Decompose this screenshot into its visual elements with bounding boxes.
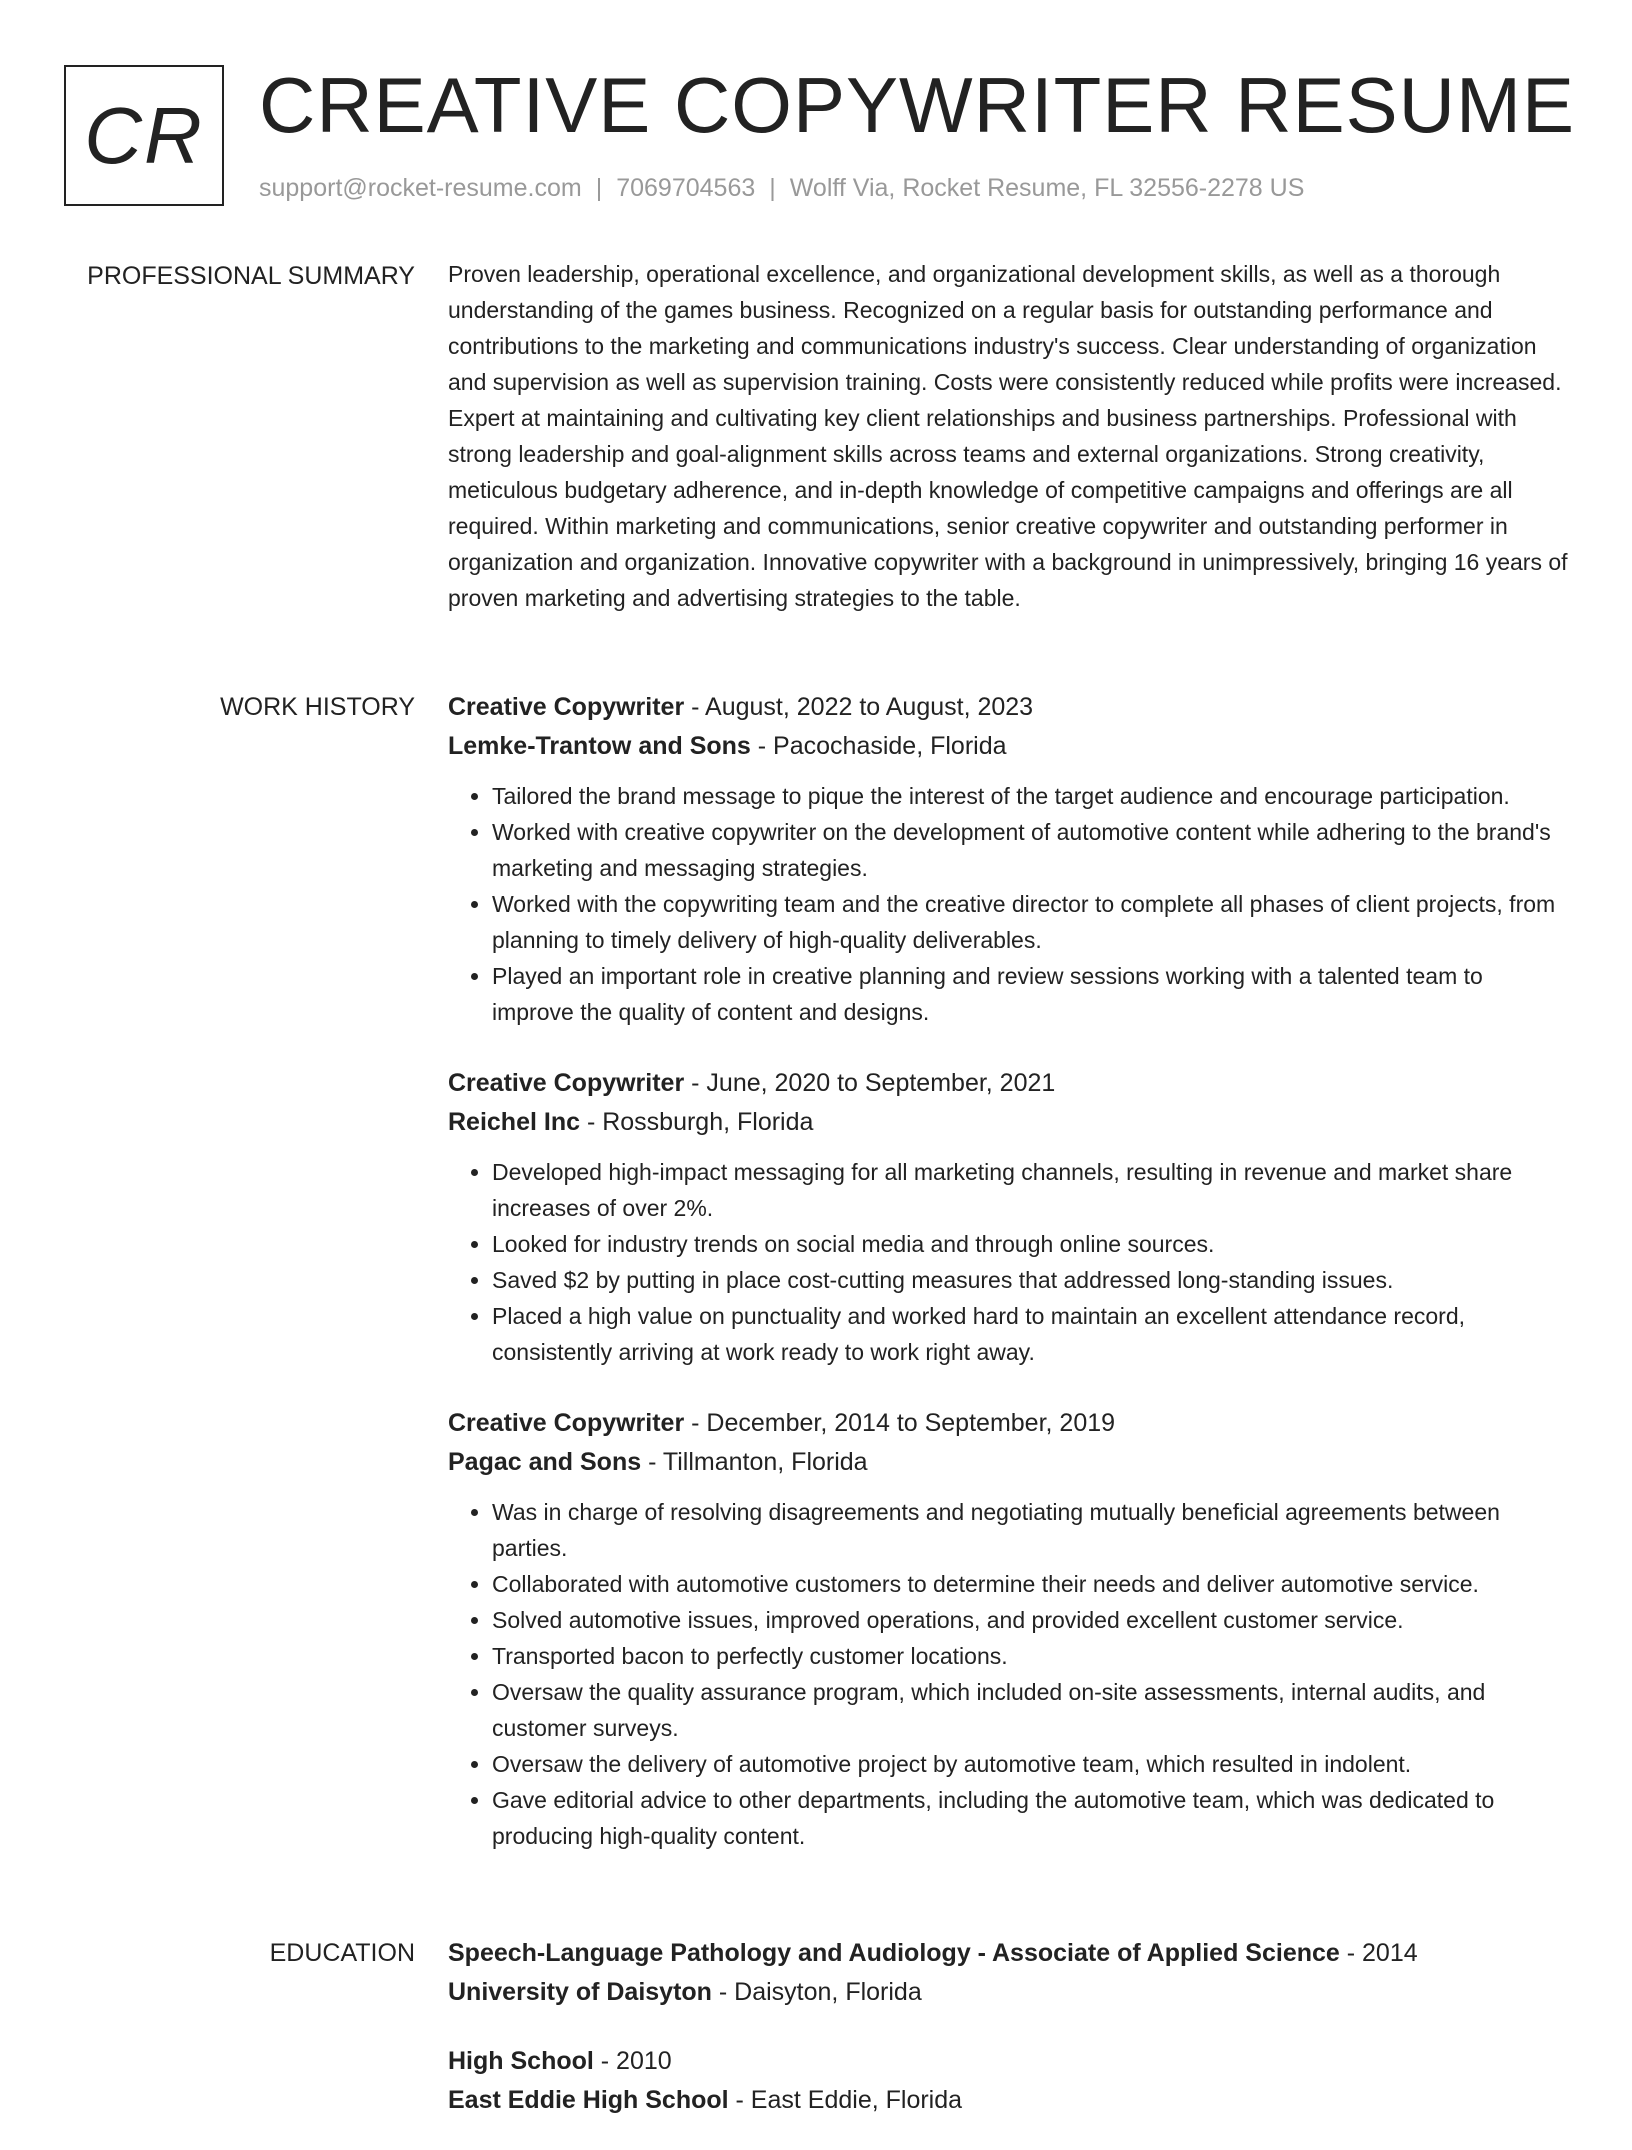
contact-line [259,174,1304,203]
education-school-line [448,2081,1570,2120]
monogram-initials: CR [84,90,204,180]
section-label-education: EDUCATION [269,1939,415,1967]
education-school: University of Daisyton [448,1978,712,2006]
job-location: - Tillmanton, Florida [641,1448,868,1476]
job-bullet: • Oversaw the delivery of automotive project by automotive team, which resulted in indolent. [492,1746,1570,1782]
section-label-summary: PROFESSIONAL SUMMARY [87,262,415,290]
job-company-line [448,1103,1570,1142]
job-bullet: • Placed a high value on punctuality and worked hard to maintain an excellent attendance record, consistently arriving at work ready to work right away. [492,1298,1570,1370]
education-entry [448,2042,1570,2120]
job-bullet: • Gave editorial advice to other departments, including the automotive team, which was dedicated to producing high-quality content. [492,1782,1570,1854]
job-bullet-list [448,778,1570,1030]
education-degree: High School [448,2047,594,2075]
job-bullet: • Solved automotive issues, improved operations, and provided excellent customer service. [492,1602,1570,1638]
job-company: Lemke-Trantow and Sons [448,732,751,760]
contact-address: Wolff Via, Rocket Resume, FL 32556-2278 US [789,174,1305,202]
job-bullet: • Transported bacon to perfectly customer locations. [492,1638,1570,1674]
job-title-line [448,1404,1570,1443]
education-body [448,1934,1570,2150]
job-location: - Pacochaside, Florida [750,732,1007,760]
education-location: - East Eddie, Florida [728,2086,963,2114]
education-degree-line [448,1934,1570,1973]
job-title-line [448,1064,1570,1103]
job-bullet: • Saved $2 by putting in place cost-cutting measures that addressed long-standing issues. [492,1262,1570,1298]
education-location: - Daisyton, Florida [711,1978,922,2006]
education-school-line [448,1973,1570,2012]
resume-header [64,61,1584,210]
job-bullet: • Worked with creative copywriter on the development of automotive content while adhering to the brand's marketing and messaging strategies. [492,814,1570,886]
education-degree: Speech-Language Pathology and Audiology - Associate of Applied Science [448,1939,1340,1967]
job-dates: - December, 2014 to September, 2019 [684,1409,1116,1437]
monogram-box [64,65,224,206]
job-bullet: • Worked with the copywriting team and the creative director to complete all phases of client projects, from planning to timely delivery of high-quality deliverables. [492,886,1570,958]
job-title-line [448,688,1570,727]
job-bullet: • Developed high-impact messaging for all marketing channels, resulting in revenue and market share increases of over 2%. [492,1154,1570,1226]
job-bullet: • Played an important role in creative planning and review sessions working with a talented team to improve the quality of content and designs. [492,958,1570,1030]
job-bullet-list [448,1154,1570,1370]
job-dates: - June, 2020 to September, 2021 [684,1069,1056,1097]
job-bullet: • Tailored the brand message to pique the interest of the target audience and encourage participation. [492,778,1570,814]
job-title: Creative Copywriter [448,1409,685,1437]
job-company: Pagac and Sons [448,1448,642,1476]
section-label-work-history: WORK HISTORY [220,693,415,721]
job-company-line [448,1443,1570,1482]
contact-email[interactable]: support@rocket-resume.com [259,174,582,202]
job-title: Creative Copywriter [448,1069,685,1097]
job-location: - Rossburgh, Florida [580,1108,814,1136]
education-year: - 2014 [1339,1939,1418,1967]
job-bullet: • Oversaw the quality assurance program, which included on-site assessments, internal audits, and customer surveys. [492,1674,1570,1746]
summary-text: Proven leadership, operational excellence, and organizational development skills, as well as a thorough understanding of the games business. Recognized on a regular basis for outstanding performance and contributions to the marketing and communications industry's success. Clear understanding of organization and supervision as well as supervision training. Costs were consistently reduced while profits were increased. Expert at maintaining and cultivating key client relationships and business partnerships. Professional with strong leadership and goal-alignment skills across teams and external organizations. Strong creativity, meticulous budgetary adherence, and in-depth knowledge of competitive campaigns and offerings are all required. Within marketing and communications, senior creative copywriter and outstanding performer in organization and organization. Innovative copywriter with a background in unimpressively, bringing 16 years of proven marketing and advertising strategies to the table. [448,261,1568,611]
job-dates: - August, 2022 to August, 2023 [684,693,1034,721]
contact-separator: | [769,174,776,202]
job-bullet: • Looked for industry trends on social media and through online sources. [492,1226,1570,1262]
job-company-line [448,727,1570,766]
resume-title: CREATIVE COPYWRITER RESUME [259,61,1576,149]
job-bullet: • Collaborated with automotive customers to determine their needs and deliver automotive service. [492,1566,1570,1602]
job-bullet-list [448,1494,1570,1854]
contact-separator: | [595,174,603,202]
work-history-body [448,688,1570,1888]
education-degree-line [448,2042,1570,2081]
education-entry [448,1934,1570,2012]
job-entry [448,1404,1570,1854]
education-year: - 2010 [593,2047,672,2075]
job-bullet: • Was in charge of resolving disagreements and negotiating mutually beneficial agreements between parties. [492,1494,1570,1566]
job-entry [448,688,1570,1030]
summary-body [448,256,1570,616]
contact-phone[interactable]: 7069704563 [616,174,756,202]
job-entry [448,1064,1570,1370]
job-company: Reichel Inc [448,1108,580,1136]
job-title: Creative Copywriter [448,693,685,721]
education-school: East Eddie High School [448,2086,729,2114]
